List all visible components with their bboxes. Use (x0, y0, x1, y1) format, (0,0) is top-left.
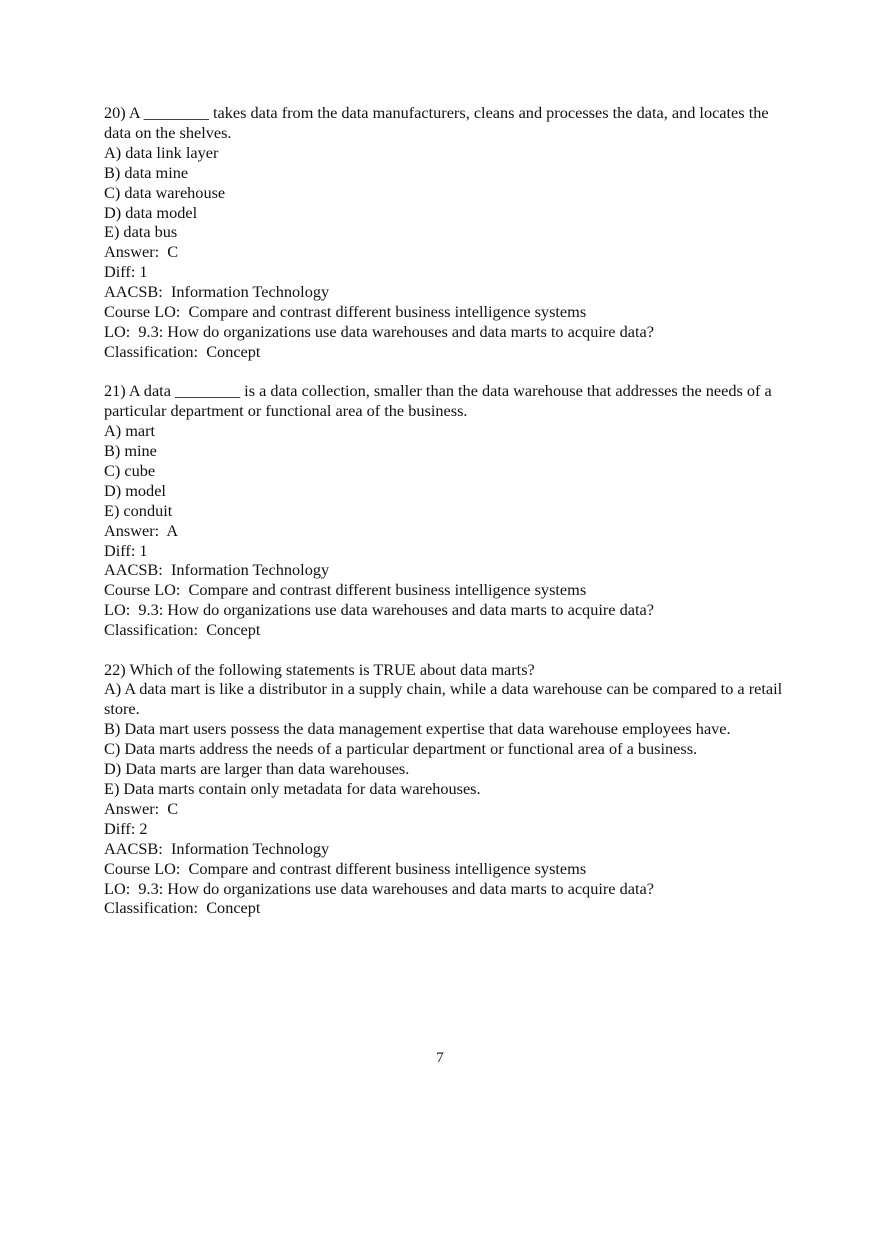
option-d: D) model (104, 480, 166, 500)
course-lo-line: Course LO: Compare and contrast different business intelligence systems (104, 858, 587, 878)
question-stem: 22) Which of the following statements is TRUE about data marts? (104, 659, 535, 679)
option-a: A) data link layer (104, 142, 219, 162)
question-22 (104, 659, 787, 919)
question-stem: 21) A data ________ is a data collection, smaller than the data warehouse that addresses the needs of a particular department or functional area of the business. (104, 381, 776, 421)
question-21 (104, 381, 784, 640)
option-b: B) Data mart users possess the data management expertise that data warehouse employees have. (104, 719, 731, 739)
aacsb-line: AACSB: Information Technology (104, 838, 330, 858)
option-a: A) mart (104, 421, 156, 441)
option-a: A) A data mart is like a distributor in a supply chain, while a data warehouse can be compared to a retail store. (104, 679, 787, 719)
lo-line: LO: 9.3: How do organizations use data warehouses and data marts to acquire data? (104, 600, 654, 620)
answer-line: Answer: A (104, 520, 179, 540)
difficulty-line: Diff: 2 (104, 818, 148, 838)
option-e: E) conduit (104, 500, 173, 520)
option-c: C) cube (104, 460, 156, 480)
lo-line: LO: 9.3: How do organizations use data warehouses and data marts to acquire data? (104, 878, 654, 898)
difficulty-line: Diff: 1 (104, 262, 148, 282)
option-d: D) Data marts are larger than data warehouses. (104, 759, 410, 779)
option-e: E) Data marts contain only metadata for data warehouses. (104, 779, 481, 798)
answer-line: Answer: C (104, 242, 179, 262)
difficulty-line: Diff: 1 (104, 540, 148, 560)
option-e: E) data bus (104, 222, 178, 242)
classification-line: Classification: Concept (104, 898, 261, 918)
aacsb-line: AACSB: Information Technology (104, 560, 330, 580)
classification-line: Classification: Concept (104, 620, 261, 640)
option-c: C) data warehouse (104, 182, 226, 202)
question-stem: 20) A ________ takes data from the data manufacturers, cleans and processes the data, and locates the data on the shelves. (104, 103, 773, 142)
option-b: B) data mine (104, 162, 189, 182)
lo-line: LO: 9.3: How do organizations use data warehouses and data marts to acquire data? (104, 321, 654, 341)
option-c: C) Data marts address the needs of a particular department or functional area of a business. (104, 739, 698, 759)
aacsb-line: AACSB: Information Technology (104, 282, 330, 302)
question-list (104, 103, 787, 938)
option-b: B) mine (104, 441, 157, 460)
course-lo-line: Course LO: Compare and contrast different business intelligence systems (104, 302, 587, 322)
course-lo-line: Course LO: Compare and contrast different business intelligence systems (104, 580, 587, 600)
question-20 (104, 103, 784, 362)
page-number: 7 (436, 1050, 444, 1066)
classification-line: Classification: Concept (104, 341, 261, 361)
answer-line: Answer: C (104, 798, 179, 818)
option-d: D) data model (104, 202, 198, 222)
